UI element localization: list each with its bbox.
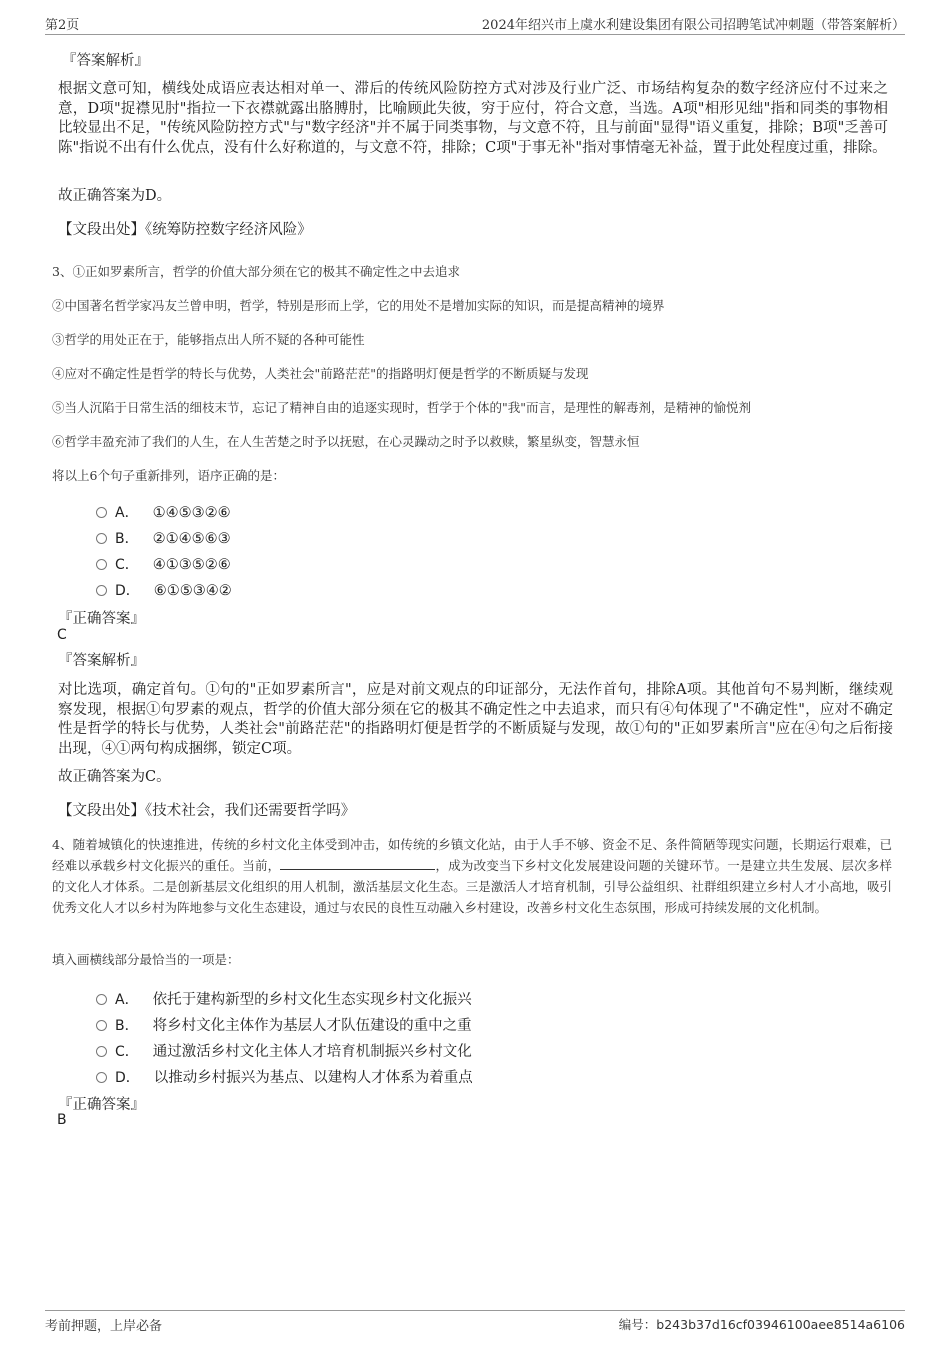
q4-stem: 4、随着城镇化的快速推进，传统的乡村文化主体受到冲击，如传统的乡镇文化站，由于人手不够、资金不足、条件简陋等现实问题，长期运行艰难，已经难以承载乡村文化振兴的重任。当前， ，成为改变当下乡村文化发展建设问题的关键环节。一是建立共生发展、层次多样的文化人才体系。二是创新基层文化组织的用人机制，激活基层文化生态。三是激活人才培育机制，引导公益组织、社群组织建立乡村人才小高地，吸引优秀文化人才以乡村为阵地参与文化生态建设，通过与农民的良性互动融入乡村建设，改善乡村文化生态氛围，形成可持续发展的文化机制。: [52, 837, 892, 915]
q2-conclusion: 故正确答案为D。: [58, 188, 172, 204]
q3-conclusion: 故正确答案为C。: [58, 769, 171, 785]
q4-option-d[interactable]: D． 以推动乡村振兴为基点、以建构人才体系为着重点: [96, 1066, 473, 1087]
q3-sentence-2: ②中国著名哲学家冯友兰曾申明，哲学，特别是形而上学，它的用处不是增加实际的知识，而是提高精神的境界: [52, 298, 665, 313]
fill-blank: [280, 857, 435, 870]
radio-icon[interactable]: [96, 1072, 107, 1083]
radio-icon[interactable]: [96, 585, 107, 596]
q3-analysis-label: 『答案解析』: [58, 653, 145, 669]
q3-answer: C: [57, 627, 67, 643]
q4-option-b[interactable]: B． 将乡村文化主体作为基层人才队伍建设的重中之重: [96, 1014, 472, 1035]
q2-source: 【文段出处】《统筹防控数字经济风险》: [58, 222, 312, 238]
q3-sentence-3: ③哲学的用处正在于，能够指点出人所不疑的各种可能性: [52, 332, 365, 347]
q4-prompt: 填入画横线部分最恰当的一项是：: [52, 952, 240, 967]
page-number: 第2页: [45, 18, 80, 33]
q3-sentence-6: ⑥哲学丰盈充沛了我们的人生，在人生苦楚之时予以抚慰，在心灵躁动之时予以救赎，繁星纵变，智慧永恒: [52, 434, 640, 449]
document-code: 编号：b243b37d16cf03946100aee8514a6106: [618, 1317, 905, 1332]
footer-slogan: 考前押题，上岸必备: [45, 1319, 163, 1334]
page-header: [45, 14, 905, 35]
page-footer: [45, 1310, 905, 1333]
q3-analysis: 对比选项，确定首句。①句的"正如罗素所言"，应是对前文观点的印证部分，无法作首句，排除A项。其他首句不易判断，继续观察发现，根据①句罗素的观点，哲学的价值大部分须在它的极其不确定性之中去追求，而只有④句体现了"不确定性"，应对不确定性是哲学的特长与优势，人类社会"前路茫茫"的指路明灯便是哲学的不断质疑与发现，故①句的"正如罗素所言"应在④句之后衔接出现，④①两句构成捆绑，锁定C项。: [58, 682, 893, 757]
q2-analysis: 根据文意可知，横线处成语应表达相对单一、滞后的传统风险防控方式对涉及行业广泛、市场结构复杂的数字经济应付不过来之意，D项"捉襟见肘"指拉一下衣襟就露出胳膊肘，比喻顾此失彼，穷于应付，符合文意，当选。A项"相形见绌"指和同类的事物相比较显出不足，"传统风险防控方式"与"数字经济"并不属于同类事物，与文意不符，且与前面"显得"语义重复，排除；B项"乏善可陈"指说不出有什么优点，没有什么好称道的，与文意不符，排除；C项"于事无补"指对事情毫无补益，置于此处程度过重，排除。: [58, 81, 888, 156]
q4-option-a[interactable]: A． 依托于建构新型的乡村文化生态实现乡村文化振兴: [96, 988, 472, 1009]
document-title: 2024年绍兴市上虞水利建设集团有限公司招聘笔试冲刺题（带答案解析）: [481, 18, 905, 33]
q4-answer-label: 『正确答案』: [58, 1097, 145, 1113]
radio-icon[interactable]: [96, 1020, 107, 1031]
q3-prompt: 将以上6个句子重新排列，语序正确的是：: [52, 468, 285, 483]
q4-option-c[interactable]: C． 通过激活乡村文化主体人才培育机制振兴乡村文化: [96, 1040, 472, 1061]
q4-answer: B: [57, 1112, 67, 1128]
q3-option-c[interactable]: C． ④①③⑤②⑥: [96, 554, 231, 574]
q3-sentence-1: 3、①正如罗素所言，哲学的价值大部分须在它的极其不确定性之中去追求: [52, 264, 460, 279]
q3-option-b[interactable]: B． ②①④⑤⑥③: [96, 528, 231, 548]
q3-option-d[interactable]: D． ⑥①⑤③④②: [96, 580, 232, 600]
radio-icon[interactable]: [96, 1046, 107, 1057]
radio-icon[interactable]: [96, 507, 107, 518]
q3-sentence-5: ⑤当人沉陷于日常生活的细枝末节，忘记了精神自由的追逐实现时，哲学于个体的"我"而言，是理性的解毒剂，是精神的愉悦剂: [52, 400, 752, 415]
q3-sentence-4: ④应对不确定性是哲学的特长与优势，人类社会"前路茫茫"的指路明灯便是哲学的不断质疑与发现: [52, 366, 589, 381]
q3-answer-label: 『正确答案』: [58, 611, 145, 627]
radio-icon[interactable]: [96, 559, 107, 570]
radio-icon[interactable]: [96, 533, 107, 544]
q3-option-a[interactable]: A． ①④⑤③②⑥: [96, 502, 231, 522]
q2-analysis-label: 『答案解析』: [62, 53, 149, 69]
radio-icon[interactable]: [96, 994, 107, 1005]
q3-source: 【文段出处】《技术社会，我们还需要哲学吗》: [58, 803, 356, 819]
